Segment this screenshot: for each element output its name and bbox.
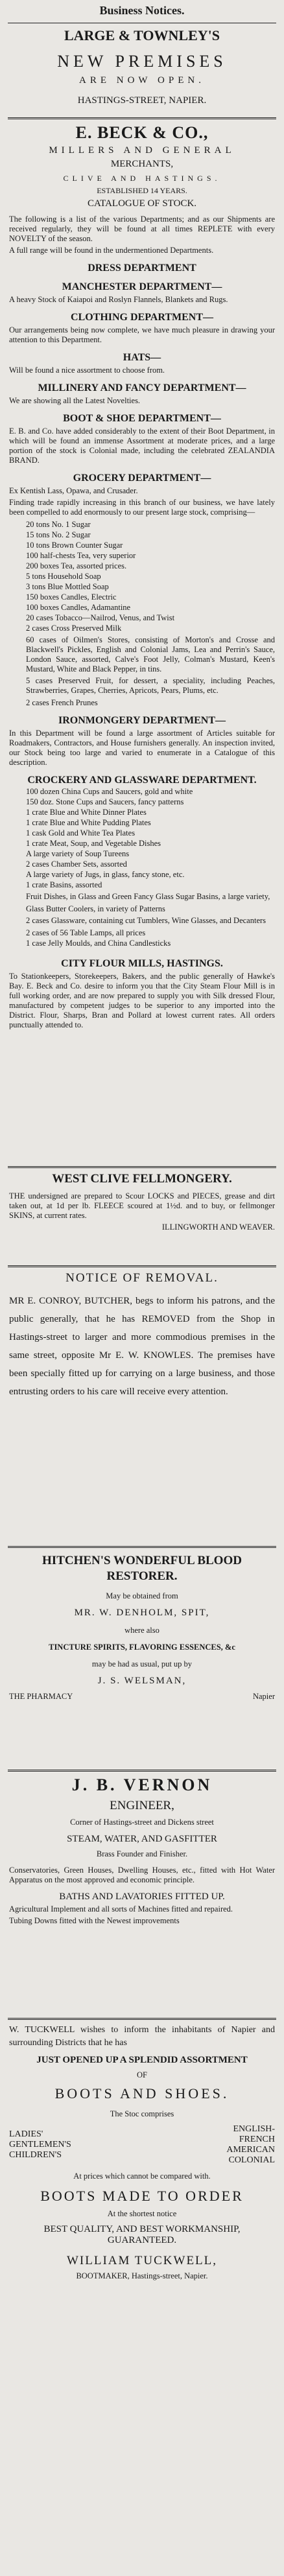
divider (8, 117, 276, 119)
intro-text-2: A full range will be found in the undermentioned Departments. (9, 246, 214, 255)
hitchen-tinctures: TINCTURE SPIRITS, FLAVORING ESSENCES, &c (49, 1643, 235, 1652)
tuckwell-of: OF (137, 2070, 147, 2079)
grocery-list (9, 519, 275, 708)
tuckwell-text: W. TUCKWELL wishes to inform the inhabitants of Napier and surrounding Districts that he has (9, 2025, 275, 2048)
firm-name: E. BECK & CO., (75, 123, 209, 142)
dept-hats-text: Will be found a nice assortment to choose from. (9, 366, 165, 375)
hitchen-agent: MR. W. DENHOLM, SPIT, (74, 1608, 210, 1618)
newspaper-column (8, 0, 276, 2387)
list-item: 20 tons No. 1 Sugar (26, 520, 91, 529)
fellmongery-signature: ILLINGWORTH AND WEAVER. (161, 1223, 275, 1232)
list-item: 2 cases Chamber Sets, assorted (26, 860, 127, 869)
firm-name: LARGE & TOWNLEY'S (64, 27, 220, 43)
list-item: 100 dozen China Cups and Saucers, gold and white (26, 787, 193, 796)
tuckwell-left (9, 2129, 71, 2160)
ad-fellmongery (8, 1172, 276, 1263)
dept-boot-shoe: BOOT & SHOE DEPARTMENT— (63, 413, 221, 424)
vernon-baths-text-2: Tubing Downs fitted with the Newest improvements (9, 1916, 180, 1925)
tuckwell-prices: At prices which cannot be compared with. (73, 2172, 211, 2181)
dept-hats: HATS— (123, 352, 161, 363)
category-item: ENGLISH- (233, 2124, 275, 2134)
dept-ironmongery-text: In this Department will be found a large assortment of Articles suitable for Roadmakers, Contractors, and House furnishers generally. An inspection invited, our Stock being too large and varied to enumerate in a Catalogue of this description. (9, 729, 275, 767)
mill-text: To Stationkeepers, Storekeepers, Bakers, and the public generally of Hawke's Bay. E. Beck and Co. desire to inform you that the City Steam Flour Mill is in full working order, and are now prepared to supply you with Silk dressed Flour, manufactured by competent judges to be superior to any imported into the District. Flour, Sharps, Bran and Pollard at lowest current rates. All orders punctually attended to. (9, 972, 275, 1029)
list-item: Glass Butter Coolers, in variety of Patterns (26, 904, 165, 913)
crockery-list (9, 786, 275, 948)
dept-millinery: MILLINERY AND FANCY DEPARTMENT— (38, 382, 246, 393)
list-item: 2 cases Glassware, containing cut Tumblers, Wine Glasses, and Decanters (26, 916, 266, 925)
hitchen-where: where also (124, 1626, 160, 1635)
fellmongery-title: WEST CLIVE FELLMONGERY. (52, 1172, 232, 1186)
dept-grocery-sub: Ex Kentish Lass, Opawa, and Crusader. (9, 486, 138, 495)
vernon-brass: Brass Founder and Finisher. (96, 1849, 188, 1858)
vernon-trade: STEAM, WATER, AND GASFITTER (67, 1834, 217, 1844)
dept-clothing: CLOTHING DEPARTMENT— (70, 312, 214, 323)
list-item: Fruit Dishes, in Glass and Green Fancy Glass Sugar Basins, a large variety, (26, 892, 270, 901)
list-item: 1 crate Blue and White Dinner Plates (26, 808, 147, 817)
subheadline: ARE NOW OPEN. (79, 75, 205, 86)
dept-boot-text: E. B. and Co. have added considerably to the extent of their Boot Department, in which will be found an immense Assortment at moderate prices, and a large portion of the stock is Colonial made, including the celebrated ZEALANDIA BRAND. (9, 427, 275, 465)
list-item: A large variety of Jugs, in glass, fancy stone, etc. (26, 870, 185, 879)
list-item: 1 crate Basins, assorted (26, 880, 102, 889)
trade: MILLERS AND GENERAL (49, 145, 235, 156)
list-item: 100 half-chests Tea, very superior (26, 551, 136, 560)
vernon-name: J. B. VERNON (71, 1775, 213, 1794)
dept-clothing-text: Our arrangements being now complete, we have much pleasure in drawing your attention to this Department. (9, 325, 275, 344)
list-item: 2 cases of 56 Table Lamps, all prices (26, 928, 146, 937)
trade-2: MERCHANTS, (110, 159, 174, 169)
ad-large-townley (8, 27, 276, 115)
tuckwell-notice: At the shortest notice (107, 2209, 177, 2218)
category-item: GENTLEMEN'S (9, 2140, 71, 2149)
dept-manchester-text: A heavy Stock of Kaiapoi and Roslyn Flannels, Blankets and Rugs. (9, 295, 228, 304)
divider (8, 1546, 276, 1548)
removal-title: NOTICE OF REMOVAL. (65, 1271, 219, 1285)
list-item: 20 cases Tobacco—Nailrod, Venus, and Twist (26, 613, 175, 622)
hitchen-title: HITCHEN'S WONDERFUL BLOOD RESTORER. (42, 1554, 242, 1583)
pharmacy-label: THE PHARMACY (9, 1692, 73, 1701)
divider (8, 2018, 276, 2020)
list-item: A large variety of Soup Tureens (26, 849, 130, 858)
dept-crockery: CROCKERY AND GLASSWARE DEPARTMENT. (27, 775, 257, 786)
tuckwell-footer: BOOTMAKER, Hastings-street, Napier. (76, 2271, 208, 2280)
tuckwell-name: WILLIAM TUCKWELL, (66, 2254, 218, 2267)
list-item: 2 cases Cross Preserved Milk (26, 624, 122, 633)
dept-grocery-text: Finding trade rapidly increasing in this branch of our business, we have lately been compelled to add enormously to our present large stock, comprising— (9, 498, 275, 517)
divider (8, 1770, 276, 1772)
tuckwell-categories (9, 2124, 275, 2166)
category-item: AMERICAN (226, 2145, 275, 2155)
divider (8, 1166, 276, 1168)
ad-vernon (8, 1775, 276, 2015)
removal-text: MR E. CONROY, BUTCHER, begs to inform his patrons, and the public generally, that he has REMOVED from the Shop in Hastings-street to larger and more commodious premises in the same street, opposite Mr E. W. KNOWLES. The premises have been specially fitted up for carrying on a large business, and those entrusting orders to his care will receive every attention. (9, 1296, 275, 1397)
tuckwell-right (226, 2124, 275, 2166)
tuckwell-boots: BOOTS AND SHOES. (54, 2085, 230, 2102)
hitchen-welsman: J. S. WELSMAN, (97, 1676, 187, 1686)
list-item: 1 crate Blue and White Pudding Plates (26, 818, 151, 827)
list-item: 10 tons Brown Counter Sugar (26, 541, 123, 550)
ad-removal (8, 1271, 276, 1543)
fellmongery-text: THE undersigned are prepared to Scour LOCKS and PIECES, grease and dirt taken out, at 1d per lb. FLEECE scoured at 1½d. and to buy, or fellmonger SKINS, at current rates. (9, 1191, 275, 1220)
ad-beck (8, 123, 276, 1164)
category-item: COLONIAL (228, 2155, 275, 2165)
category-item: FRENCH (239, 2135, 275, 2144)
list-item: 5 tons Household Soap (26, 572, 101, 581)
vernon-baths-text: Agricultural Implement and all sorts of Machines fitted and repaired. (9, 1904, 233, 1914)
hitchen-obtain: May be obtained from (106, 1591, 178, 1600)
mill-title: CITY FLOUR MILLS, HASTINGS. (61, 958, 223, 969)
category-item: LADIES' (9, 2129, 43, 2139)
vernon-title: ENGINEER, (110, 1799, 174, 1812)
list-item: 200 boxes Tea, assorted prices. (26, 561, 127, 570)
list-item: 150 boxes Candles, Electric (26, 592, 117, 602)
headline: NEW PREMISES (57, 52, 227, 71)
list-item: 150 doz. Stone Cups and Saucers, fancy patterns (26, 797, 184, 806)
established: ESTABLISHED 14 YEARS. (97, 186, 187, 195)
intro-text: The following is a list of the various Departments; and as our Shipments are received regularly, they will be found at all times REPLETE with every NOVELTY of the season. (9, 215, 275, 243)
list-item: 5 cases Preserved Fruit, for dessert, a speciality, including Peaches, Strawberries, Grapes, Cherries, Apricots, Pears, Plums, etc. (26, 676, 275, 695)
divider (8, 1265, 276, 1267)
address: HASTINGS-STREET, NAPIER. (77, 95, 207, 106)
list-item: 3 tons Blue Mottled Soap (26, 582, 109, 591)
pharmacy-place: Napier (252, 1692, 275, 1701)
ad-tuckwell (8, 2024, 276, 2387)
hitchen-supply: may be had as usual, put up by (91, 1659, 193, 1669)
section-heading: Business Notices. (99, 4, 185, 17)
list-item: 1 case Jelly Moulds, and China Candlesticks (26, 939, 171, 948)
tuckwell-opened: JUST OPENED UP A SPLENDID ASSORTMENT (36, 2055, 248, 2065)
ad-hitchen (8, 1553, 276, 1767)
vernon-baths: BATHS AND LAVATORIES FITTED UP. (59, 1891, 225, 1902)
tuckwell-quality: BEST QUALITY, AND BEST WORKMANSHIP, GUARANTEED. (43, 2224, 241, 2245)
list-item: 1 cask Gold and White Tea Plates (26, 828, 136, 837)
dept-dress: DRESS DEPARTMENT (88, 263, 196, 274)
list-item: 100 boxes Candles, Adamantine (26, 603, 131, 612)
dept-manchester: MANCHESTER DEPARTMENT— (62, 281, 222, 292)
list-item: 2 cases French Prunes (26, 698, 98, 707)
dept-millinery-text: We are showing all the Latest Novelties. (9, 396, 141, 405)
list-item: 60 cases of Oilmen's Stores, consisting of Morton's and Crosse and Blackwell's Pickles, English and Colonial Jams, Lea and Perrin's Sauce, London Sauce, assorted, Calve's Foot Jelly, Colman's Mustard, Keen's Mustard, White and Black Pepper, in tins. (26, 635, 275, 673)
list-item: 15 tons No. 2 Sugar (26, 530, 91, 539)
category-item: CHILDREN'S (9, 2150, 62, 2160)
vernon-text: Conservatories, Green Houses, Dwelling Houses, etc., fitted with Hot Water Apparatus on the most approved and economic principle. (9, 1866, 275, 1884)
dept-grocery: GROCERY DEPARTMENT— (73, 473, 211, 484)
catalogue-heading: CATALOGUE OF STOCK. (87, 198, 197, 209)
hitchen-pharmacy-row (9, 1692, 275, 1702)
vernon-corner: Corner of Hastings-street and Dickens street (70, 1818, 214, 1827)
list-item: 1 crate Meat, Soup, and Vegetable Dishes (26, 839, 161, 848)
tuckwell-stock: The Stoc comprises (110, 2109, 174, 2118)
tuckwell-made: BOOTS MADE TO ORDER (40, 2188, 244, 2204)
places: CLIVE AND HASTINGS. (63, 174, 221, 183)
dept-ironmongery: IRONMONGERY DEPARTMENT— (58, 715, 226, 726)
